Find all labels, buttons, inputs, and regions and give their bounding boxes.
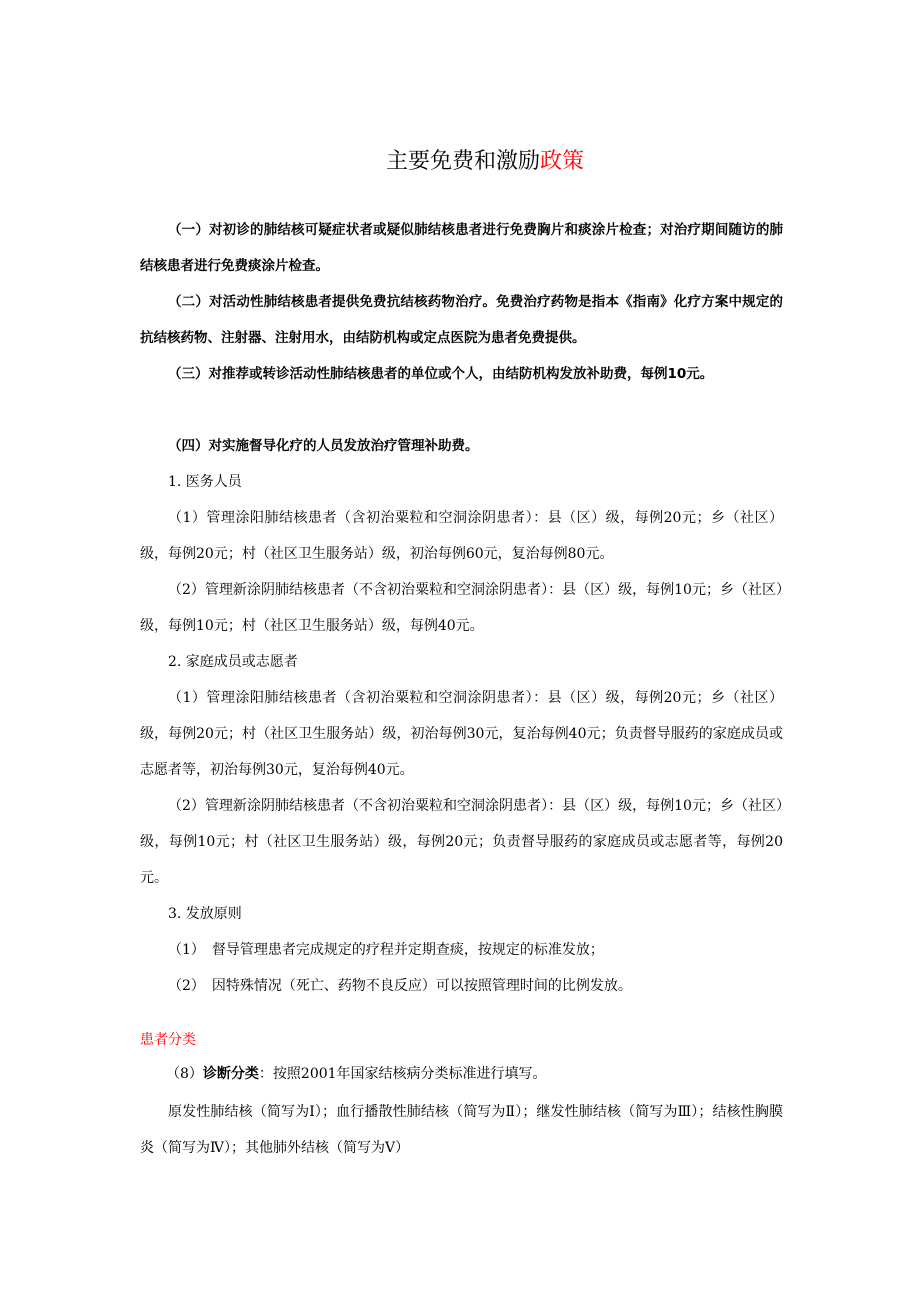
- policy-item-1: （一）对初诊的肺结核可疑症状者或疑似肺结核患者进行免费胸片和痰涂片检查；对治疗期间随访的肺结核患者进行免费痰涂片检查。: [140, 222, 783, 274]
- medical-staff-item-2: （2）管理新涂阴肺结核患者（不含初治粟粒和空洞涂阴患者）：县（区）级，每例10元；乡（社区）级，每例10元；村（社区卫生服务站）级，每例40元。: [140, 582, 783, 634]
- title-black: 主要免费和激励: [385, 149, 540, 174]
- family-item-1: （1）管理涂阳肺结核患者（含初治粟粒和空洞涂阴患者）：县（区）级，每例20元；乡（社区）级，每例20元；村（社区卫生服务站）级，初治每例30元，复治每例40元；负责督导服药的家庭成员或志愿者等，初治每例30元，复治每例40元。: [140, 690, 783, 778]
- subsection-heading-distribution-principles: 3. 发放原则: [168, 906, 242, 922]
- item-label: 诊断分类: [202, 1066, 259, 1082]
- subsection-heading-family-volunteers: 2. 家庭成员或志愿者: [168, 654, 298, 670]
- policy-item-2: （二）对活动性肺结核患者提供免费抗结核药物治疗。免费治疗药物是指本《指南》化疗方案中规定的抗结核药物、注射器、注射用水，由结防机构或定点医院为患者免费提供。: [140, 294, 783, 346]
- page-title: [0, 146, 920, 178]
- title-red: 政策: [540, 149, 585, 174]
- policy-item-3: （三）对推荐或转诊活动性肺结核患者的单位或个人，由结防机构发放补助费，每例10元。: [168, 366, 714, 382]
- section-heading-patient-classification: 患者分类: [140, 1032, 196, 1048]
- subsection-heading-medical-staff: 1. 医务人员: [168, 474, 242, 490]
- classification-list: 原发性肺结核（简写为Ⅰ）；血行播散性肺结核（简写为Ⅱ）；继发性肺结核（简写为Ⅲ）；结核性胸膜炎（简写为Ⅳ）；其他肺外结核（简写为Ⅴ）: [140, 1104, 783, 1156]
- family-item-2: （2）管理新涂阴肺结核患者（不含初治粟粒和空洞涂阴患者）：县（区）级，每例10元；乡（社区）级，每例10元；村（社区卫生服务站）级，每例20元；负责督导服药的家庭成员或志愿者等，每例20元。: [140, 798, 783, 886]
- item-prefix: （8）: [166, 1066, 203, 1082]
- principle-item-1: （1） 督导管理患者完成规定的疗程并定期查痰，按规定的标准发放；: [168, 942, 604, 958]
- policy-item-4: （四）对实施督导化疗的人员发放治疗管理补助费。: [168, 438, 479, 454]
- principle-item-2: （2） 因特殊情况（死亡、药物不良反应）可以按照管理时间的比例发放。: [168, 978, 632, 994]
- medical-staff-item-1: （1）管理涂阳肺结核患者（含初治粟粒和空洞涂阴患者）：县（区）级，每例20元；乡（社区）级，每例20元；村（社区卫生服务站）级，初治每例60元，复治每例80元。: [140, 510, 783, 562]
- diagnosis-classification-item: [140, 1056, 783, 1092]
- item-text: ：按照2001年国家结核病分类标准进行填写。: [258, 1066, 547, 1082]
